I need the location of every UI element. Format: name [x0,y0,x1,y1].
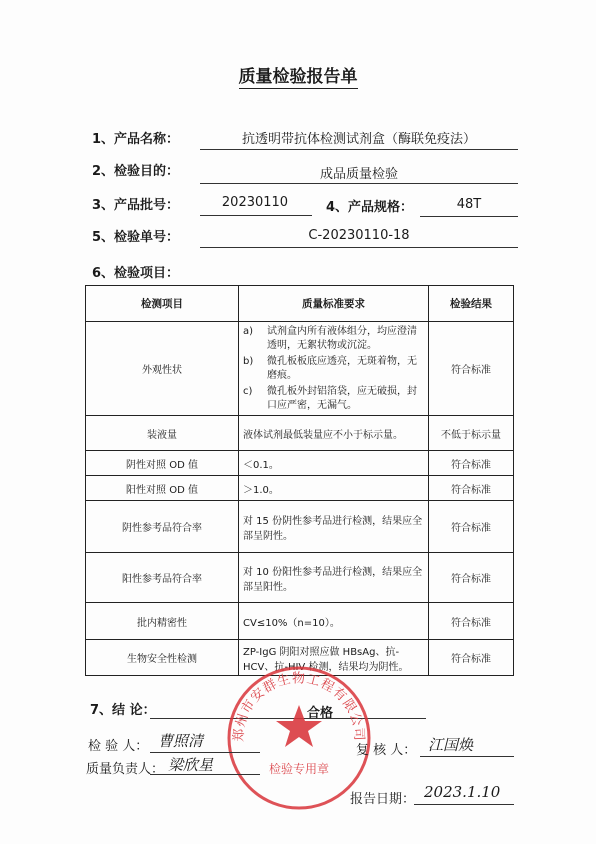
row-item: 阴性对照 OD 值 [86,451,239,476]
sub-requirement [243,385,424,413]
row-standard: ＜0.1。 [239,451,429,476]
batch-label: 3、产品批号： [92,198,180,213]
date-underline [414,804,514,805]
row-standard [239,322,429,416]
row-standard: CV≤10%（n=10）。 [239,603,429,640]
purpose-value: 成品质量检验 [319,167,398,182]
row-result: 符合标准 [429,451,514,476]
col-header-item: 检测项目 [86,286,239,322]
sub-text: 微孔板板底应透亮，无斑着物，无磨痕。 [267,355,417,381]
items-label: 6、检验项目： [92,266,180,281]
conclusion-value: 合格 [306,706,333,721]
conclusion-label: 7、结 论： [90,703,156,718]
row-standard: 对 15 份阴性参考品进行检测，结果应全部呈阴性。 [239,501,429,553]
row-result: 符合标准 [429,553,514,603]
row-result: 符合标准 [429,322,514,416]
svg-text:郑州市安群生物工程有限公司: 郑州市安群生物工程有限公司 [231,671,367,743]
table-row [86,322,514,416]
row-item: 生物安全性检测 [86,640,239,676]
table-row [86,451,514,476]
table-row [86,416,514,451]
table-row [86,501,514,553]
sub-text: 试剂盒内所有液体组分，均应澄清透明，无絮状物或沉淀。 [267,325,417,351]
sub-requirement [243,355,424,383]
row-result: 不低于标示量 [429,416,514,451]
inspector-underline [150,752,260,753]
manager-underline [150,774,260,775]
row-item: 外观性状 [86,322,239,416]
batch-value: 20230110 [221,195,289,210]
reviewer-underline [420,756,514,757]
inspection-table [85,285,514,676]
reviewer-signature: 江国焕 [428,736,474,754]
manager-signature: 梁欣星 [168,756,214,774]
purpose-underline [200,183,518,184]
row-item: 批内精密性 [86,603,239,640]
row-result: 符合标准 [429,501,514,553]
row-result: 符合标准 [429,640,514,676]
sub-text: 微孔板外封铝箔袋，应无破损，封口应严密，无漏气。 [267,385,417,411]
svg-text:检验专用章: 检验专用章 [268,762,330,776]
sub-requirement [243,325,424,353]
report-title: 质量检验报告单 [238,67,358,87]
spec-underline [420,216,518,217]
product-name-label: 1、产品名称： [92,132,180,147]
spec-label: 4、产品规格： [326,200,414,215]
table-row [86,603,514,640]
row-result: 符合标准 [429,476,514,501]
col-header-standard: 质量标准要求 [239,286,429,322]
row-standard: 对 10 份阳性参考品进行检测，结果应全部呈阳性。 [239,553,429,603]
sub-key: a) [243,325,254,337]
report-no-underline [200,247,518,248]
report-date: 2023.1.10 [424,783,501,801]
row-result: 符合标准 [429,603,514,640]
seal-star-icon [276,705,322,747]
row-item: 阳性参考品符合率 [86,553,239,603]
table-row [86,553,514,603]
date-label: 报告日期： [350,792,416,807]
row-item: 阴性参考品符合率 [86,501,239,553]
row-standard: 液体试剂最低装量应不小于标示量。 [239,416,429,451]
row-standard: ZP-IgG 阴阳对照应做 HBsAg、抗-HCV、抗-HIV 检测，结果均为阴性。 [239,640,429,676]
manager-label: 质量负责人： [86,762,165,777]
inspector-label: 检 验 人： [88,739,149,754]
report-no-label: 5、检验单号： [92,230,180,245]
table-row [86,476,514,501]
inspector-signature: 曹照清 [158,732,204,750]
col-header-result: 检验结果 [429,286,514,322]
batch-underline [200,215,312,216]
row-item: 装液量 [86,416,239,451]
reviewer-label: 复 核 人： [356,743,417,758]
product-name-value: 抗透明带抗体检测试剂盒（酶联免疫法） [241,132,476,147]
spec-value: 48T [456,197,482,212]
sub-key: b) [243,355,254,367]
row-standard: ＞1.0。 [239,476,429,501]
purpose-label: 2、检验目的： [92,164,180,179]
table-header-row [86,286,514,322]
report-no-value: C-20230110-18 [308,228,410,243]
product-name-underline [200,149,518,150]
row-item: 阳性对照 OD 值 [86,476,239,501]
sub-key: c) [243,385,253,397]
